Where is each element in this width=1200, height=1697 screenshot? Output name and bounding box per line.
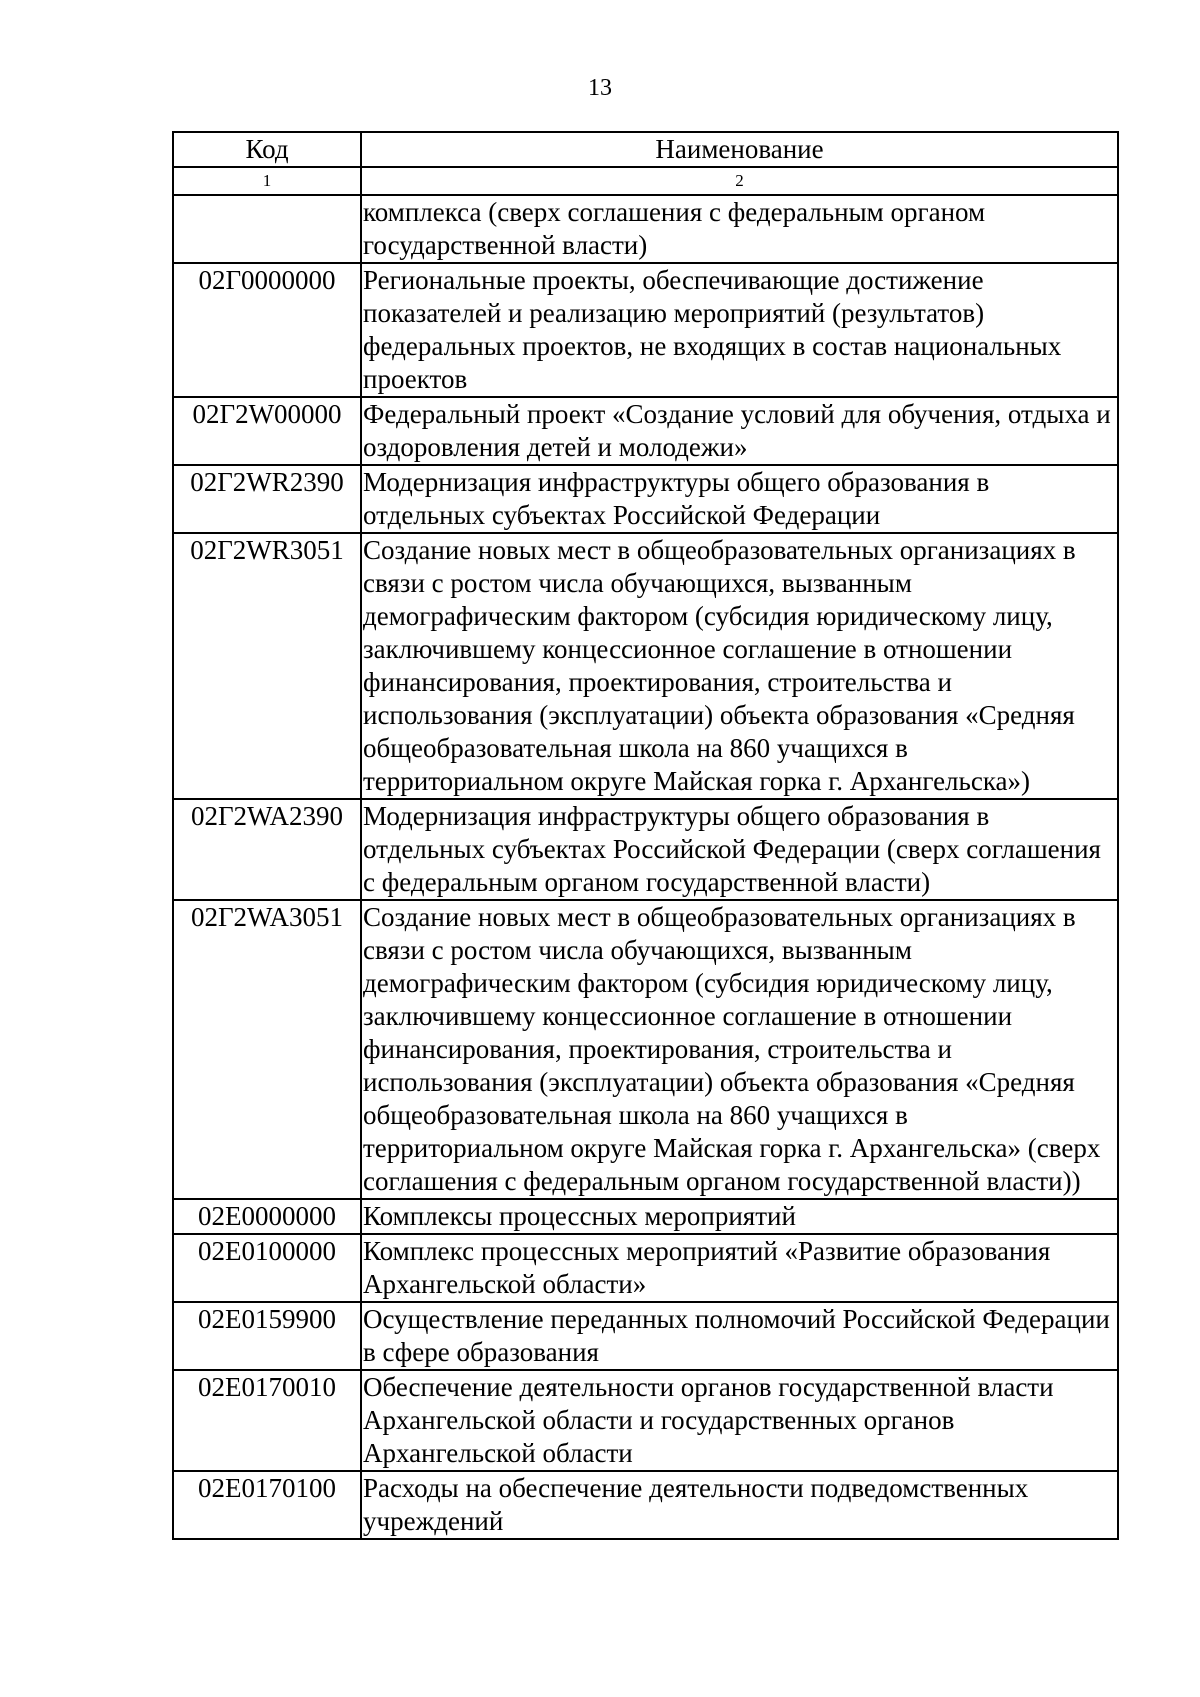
row-code: 02Г2WA2390 bbox=[173, 799, 361, 900]
row-name: Создание новых мест в общеобразовательных организациях в связи с ростом числа обучающихся, вызванным демографическим фактором (субсидия юридическому лицу, заключившему концессионное соглашение в отношении финансирования, проектирования, строительства и использования (эксплуатации) объекта образования «Средняя общеобразовательная школа на 860 учащихся в территориальном округе Майская горка г. Архангельска» (сверх соглашения с федеральным органом государственной власти)) bbox=[361, 900, 1118, 1199]
row-code: 02Е0159900 bbox=[173, 1302, 361, 1370]
row-name: Расходы на обеспечение деятельности подведомственных учреждений bbox=[361, 1471, 1118, 1539]
table-row bbox=[173, 900, 1118, 1199]
row-code: 02Е0170010 bbox=[173, 1370, 361, 1471]
row-code: 02Е0100000 bbox=[173, 1234, 361, 1302]
row-code: 02Г2W00000 bbox=[173, 397, 361, 465]
column-number-2: 2 bbox=[361, 167, 1118, 195]
table-row bbox=[173, 1199, 1118, 1234]
row-code: 02Г0000000 bbox=[173, 263, 361, 397]
table-row bbox=[173, 533, 1118, 799]
table-row bbox=[173, 263, 1118, 397]
column-number-1: 1 bbox=[173, 167, 361, 195]
column-number-row bbox=[173, 167, 1118, 195]
row-code: 02Г2WA3051 bbox=[173, 900, 361, 1199]
row-name: Комплексы процессных мероприятий bbox=[361, 1199, 1118, 1234]
table-header-row bbox=[173, 132, 1118, 167]
table-row bbox=[173, 1302, 1118, 1370]
row-code: 02Е0170100 bbox=[173, 1471, 361, 1539]
page-number: 13 bbox=[588, 75, 612, 101]
row-name: Создание новых мест в общеобразовательных организациях в связи с ростом числа обучающихся, вызванным демографическим фактором (субсидия юридическому лицу, заключившему концессионное соглашение в отношении финансирования, проектирования, строительства и использования (эксплуатации) объекта образования «Средняя общеобразовательная школа на 860 учащихся в территориальном округе Майская горка г. Архангельска») bbox=[361, 533, 1118, 799]
row-name: Обеспечение деятельности органов государственной власти Архангельской области и государственных органов Архангельской области bbox=[361, 1370, 1118, 1471]
table-row bbox=[173, 465, 1118, 533]
table-row bbox=[173, 1370, 1118, 1471]
row-code: 02Е0000000 bbox=[173, 1199, 361, 1234]
header-code: Код bbox=[173, 132, 361, 167]
table-row bbox=[173, 1234, 1118, 1302]
row-name: Модернизация инфраструктуры общего образования в отдельных субъектах Российской Федерации bbox=[361, 465, 1118, 533]
table-row bbox=[173, 1471, 1118, 1539]
row-code bbox=[173, 195, 361, 263]
row-name: Комплекс процессных мероприятий «Развитие образования Архангельской области» bbox=[361, 1234, 1118, 1302]
table-row bbox=[173, 799, 1118, 900]
row-name: Осуществление переданных полномочий Российской Федерации в сфере образования bbox=[361, 1302, 1118, 1370]
budget-codes-table bbox=[172, 131, 1119, 1540]
row-code: 02Г2WR2390 bbox=[173, 465, 361, 533]
row-name: Модернизация инфраструктуры общего образования в отдельных субъектах Российской Федерации (сверх соглашения с федеральным органом государственной власти) bbox=[361, 799, 1118, 900]
row-name: Федеральный проект «Создание условий для обучения, отдыха и оздоровления детей и молодежи» bbox=[361, 397, 1118, 465]
row-name: Региональные проекты, обеспечивающие достижение показателей и реализацию мероприятий (результатов) федеральных проектов, не входящих в состав национальных проектов bbox=[361, 263, 1118, 397]
row-code: 02Г2WR3051 bbox=[173, 533, 361, 799]
row-name: комплекса (сверх соглашения с федеральным органом государственной власти) bbox=[361, 195, 1118, 263]
table-row bbox=[173, 397, 1118, 465]
table-row bbox=[173, 195, 1118, 263]
header-name: Наименование bbox=[361, 132, 1118, 167]
